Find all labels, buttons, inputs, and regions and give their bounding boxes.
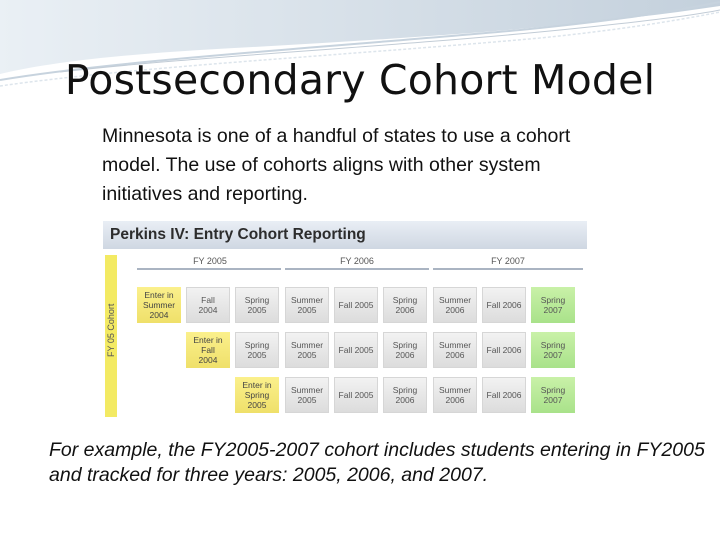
term-cell: Spring 2006 bbox=[383, 332, 427, 368]
term-cell: Fall 2004 bbox=[186, 287, 230, 323]
entry-cell: Enter in Spring 2005 bbox=[235, 377, 279, 413]
term-cell: Fall 2006 bbox=[482, 377, 526, 413]
term-cell: Spring 2006 bbox=[383, 377, 427, 413]
term-cell: Summer 2005 bbox=[285, 332, 329, 368]
term-cell: Summer 2005 bbox=[285, 377, 329, 413]
fy-label: FY 2007 bbox=[491, 256, 525, 266]
fy-label: FY 2005 bbox=[193, 256, 227, 266]
term-cell: Spring 2005 bbox=[235, 332, 279, 368]
entry-cell: Enter in Summer 2004 bbox=[137, 287, 181, 323]
term-cell: Fall 2005 bbox=[334, 332, 378, 368]
term-cell: Spring 2005 bbox=[235, 287, 279, 323]
figure-header-label: Perkins IV: Entry Cohort Reporting bbox=[110, 226, 366, 243]
term-cell: Summer 2005 bbox=[285, 287, 329, 323]
term-cell: Fall 2006 bbox=[482, 332, 526, 368]
term-cell: Fall 2005 bbox=[334, 287, 378, 323]
entry-cohort-figure bbox=[103, 221, 587, 417]
final-term-cell: Spring 2007 bbox=[531, 377, 575, 413]
fy-divider bbox=[433, 268, 583, 270]
entry-cell: Enter in Fall 2004 bbox=[186, 332, 230, 368]
fy-divider bbox=[137, 268, 281, 270]
term-cell: Fall 2005 bbox=[334, 377, 378, 413]
fy-label: FY 2006 bbox=[340, 256, 374, 266]
intro-text: Minnesota is one of a handful of states to use a cohort model. The use of cohorts aligns with other system initiatives and reporting. bbox=[102, 125, 571, 205]
term-cell: Summer 2006 bbox=[433, 377, 477, 413]
example-text: For example, the FY2005-2007 cohort includes students entering in FY2005 and tracked for three years: 2005, 2006, and 2007. bbox=[49, 439, 705, 486]
term-cell: Summer 2006 bbox=[433, 287, 477, 323]
fy-divider bbox=[285, 268, 429, 270]
figure-header bbox=[103, 221, 587, 249]
term-cell: Spring 2006 bbox=[383, 287, 427, 323]
final-term-cell: Spring 2007 bbox=[531, 287, 575, 323]
term-cell: Fall 2006 bbox=[482, 287, 526, 323]
cohort-side-label: FY 05 Cohort bbox=[106, 303, 116, 357]
slide-title: Postsecondary Cohort Model bbox=[64, 56, 656, 104]
term-cell: Summer 2006 bbox=[433, 332, 477, 368]
final-term-cell: Spring 2007 bbox=[531, 332, 575, 368]
